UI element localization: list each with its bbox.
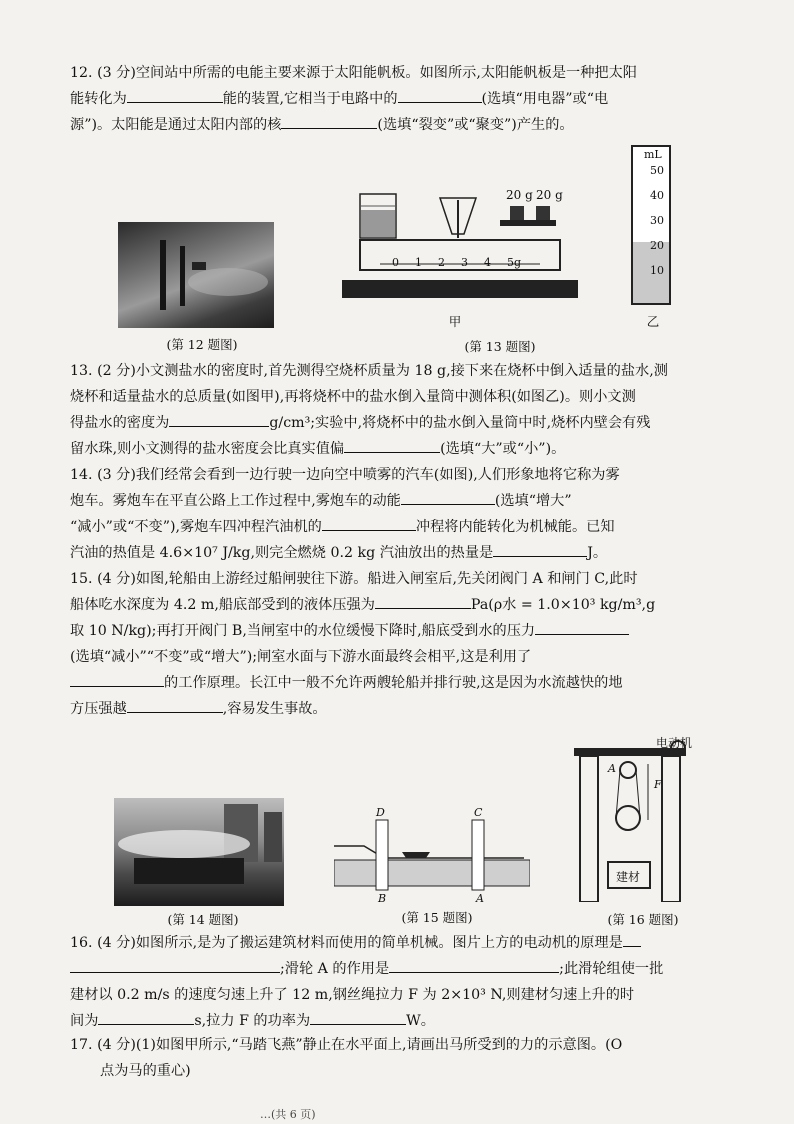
q16-line2 bbox=[70, 956, 760, 982]
q14-line3 bbox=[70, 514, 760, 540]
q15-text: (选填“减小”“不变”或“增大”);闸室水面与下游水面最终会相平,这是利用了 bbox=[70, 649, 532, 665]
q15-line5 bbox=[70, 670, 760, 696]
q12-text: 源”)。太阳能是通过太阳内部的核 bbox=[70, 117, 282, 133]
answer-blank[interactable] bbox=[401, 488, 495, 505]
q14-line2 bbox=[70, 488, 760, 514]
scale-tick: 1 bbox=[415, 256, 422, 269]
q15-text: 方压强越 bbox=[70, 701, 127, 717]
q14-line4 bbox=[70, 540, 760, 566]
q13-line3 bbox=[70, 410, 760, 436]
label-jia: 甲 bbox=[448, 314, 462, 329]
question-13 bbox=[70, 358, 760, 462]
q16-text: ;滑轮 A 的作用是 bbox=[280, 961, 390, 977]
q15-line2 bbox=[70, 592, 760, 618]
q15-line1: 15. (4 分)如图,轮船由上游经过船闸驶往下游。船进入闸室后,先关闭阀门 A 和闸门 C,此时 bbox=[70, 571, 638, 587]
fig14-caption: (第 14 题图) bbox=[167, 912, 239, 927]
q14-text: 冲程将内能转化为机械能。已知 bbox=[415, 519, 615, 535]
q16-line1 bbox=[70, 930, 760, 956]
question-17 bbox=[70, 1032, 760, 1084]
q13-text: 得盐水的密度为 bbox=[70, 415, 170, 431]
q15-text: 船体吃水深度为 4.2 m,船底部受到的液体压强为 bbox=[70, 597, 375, 613]
question-12 bbox=[70, 60, 760, 138]
answer-blank[interactable] bbox=[281, 112, 377, 129]
space-station-photo bbox=[118, 222, 274, 328]
q14-text: J。 bbox=[587, 545, 608, 561]
cylinder-tick: 50 bbox=[650, 164, 664, 177]
q14-line1: 14. (3 分)我们经常会看到一边行驶一边向空中喷雾的汽车(如图),人们形象地将它称为雾 bbox=[70, 467, 620, 483]
answer-blank[interactable] bbox=[398, 86, 482, 103]
ship-lock-figure bbox=[334, 808, 530, 912]
answer-blank[interactable] bbox=[169, 410, 269, 427]
q12-line2 bbox=[70, 86, 760, 112]
q12-text: 能的装置,它相当于电路中的 bbox=[222, 91, 398, 107]
label-yi: 乙 bbox=[646, 314, 660, 329]
pulley-A-label: A bbox=[608, 762, 616, 775]
q15-text: 取 10 N/kg);再打开阀门 B,当闸室中的水位缓慢下降时,船底受到水的压力 bbox=[70, 623, 536, 639]
answer-blank[interactable] bbox=[70, 670, 164, 687]
answer-blank[interactable] bbox=[322, 514, 416, 531]
graduated-cylinder bbox=[628, 142, 674, 312]
q17-line1: 17. (4 分)(1)如图甲所示,“马踏飞燕”静止在水平面上,请画出马所受到的力的示意图。(O bbox=[70, 1037, 623, 1053]
q16-text: 16. (4 分)如图所示,是为了搬运建筑材料而使用的简单机械。图片上方的电动机的原理是 bbox=[70, 935, 623, 951]
answer-blank[interactable] bbox=[493, 540, 587, 557]
load-label: 建材 bbox=[616, 870, 641, 884]
q15-line3 bbox=[70, 618, 760, 644]
cylinder-tick: 20 bbox=[650, 239, 664, 252]
q15-text: ,容易发生事故。 bbox=[222, 701, 327, 717]
answer-blank[interactable] bbox=[310, 1008, 406, 1025]
balance-scale bbox=[392, 256, 521, 269]
q12-line3 bbox=[70, 112, 760, 138]
scale-tick: 5g bbox=[507, 256, 522, 269]
scale-tick: 0 bbox=[392, 256, 399, 269]
answer-blank[interactable] bbox=[127, 696, 223, 713]
fig13-caption: (第 13 题图) bbox=[464, 339, 536, 354]
solar-panel-illustration bbox=[118, 222, 274, 328]
q12-line1: 12. (3 分)空间站中所需的电能主要来源于太阳能帆板。如图所示,太阳能帆板是一种把太阳 bbox=[70, 65, 637, 81]
q13-text: 留水珠,则小文测得的盐水密度会比真实值偏 bbox=[70, 441, 345, 457]
q16-text: W。 bbox=[406, 1013, 435, 1029]
question-15 bbox=[70, 566, 760, 722]
q13-line4 bbox=[70, 436, 760, 462]
q12-text: (选填“用电器”或“电 bbox=[481, 91, 609, 107]
q16-text: s,拉力 F 的功率为 bbox=[194, 1013, 311, 1029]
fig16-caption: (第 16 题图) bbox=[607, 912, 679, 927]
q12-text: 能转化为 bbox=[70, 91, 127, 107]
answer-blank[interactable] bbox=[344, 436, 440, 453]
q13-line2: 烧杯和适量盐水的总质量(如图甲),再将烧杯中的盐水倒入量筒中测体积(如图乙)。则小文测 bbox=[70, 389, 636, 405]
label-D: D bbox=[376, 806, 385, 819]
cylinder-unit: mL bbox=[644, 148, 662, 161]
fig15-caption: (第 15 题图) bbox=[401, 910, 473, 925]
q13-line1: 13. (2 分)小文测盐水的密度时,首先测得空烧杯质量为 18 g,接下来在烧杯中倒入适量的盐水,测 bbox=[70, 363, 668, 379]
question-16 bbox=[70, 930, 760, 1034]
answer-blank[interactable] bbox=[389, 956, 559, 973]
cylinder-tick: 30 bbox=[650, 214, 664, 227]
fog-cannon-truck-photo bbox=[114, 798, 284, 906]
q15-text: Pa(ρ水 = 1.0×10³ kg/m³,g bbox=[470, 597, 656, 613]
answer-blank[interactable] bbox=[127, 86, 223, 103]
answer-blank[interactable] bbox=[98, 1008, 194, 1025]
weight-label-1: 20 g bbox=[506, 188, 533, 202]
q16-line4 bbox=[70, 1008, 760, 1034]
q13-text: (选填“大”或“小”)。 bbox=[440, 441, 566, 457]
q15-text: 的工作原理。长江中一般不允许两艘轮船并排行驶,这是因为水流越快的地 bbox=[164, 675, 623, 691]
q14-text: 炮车。雾炮车在平直公路上工作过程中,雾炮车的动能 bbox=[70, 493, 401, 509]
weight-label-2: 20 g bbox=[536, 188, 563, 202]
cylinder-tick: 10 bbox=[650, 264, 664, 277]
scale-tick: 4 bbox=[484, 256, 491, 269]
q14-text: (选填“增大” bbox=[494, 493, 572, 509]
q13-text: g/cm³;实验中,将烧杯中的盐水倒入量筒中时,烧杯内壁会有残 bbox=[269, 415, 651, 431]
scale-tick: 3 bbox=[461, 256, 468, 269]
hoist-figure bbox=[570, 736, 694, 906]
answer-blank[interactable] bbox=[623, 930, 641, 947]
q14-text: “减小”或“不变”),雾炮车四冲程汽油机的 bbox=[70, 519, 322, 535]
q14-text: 汽油的热值是 4.6×10⁷ J/kg,则完全燃烧 0.2 kg 汽油放出的热量是 bbox=[70, 545, 494, 561]
answer-blank[interactable] bbox=[70, 956, 280, 973]
label-B: B bbox=[378, 892, 387, 905]
page-footer: …(共 6 页) bbox=[260, 1108, 316, 1121]
q15-line6 bbox=[70, 696, 760, 722]
ship-lock-svg bbox=[334, 808, 530, 908]
scale-tick: 2 bbox=[438, 256, 445, 269]
q12-text: (选填“裂变”或“聚变”)产生的。 bbox=[377, 117, 574, 133]
question-14 bbox=[70, 462, 760, 566]
q16-text: 间为 bbox=[70, 1013, 99, 1029]
q17-line2: 点为马的重心) bbox=[100, 1063, 191, 1079]
force-F-label: F bbox=[654, 778, 662, 791]
balance-figure bbox=[340, 180, 580, 314]
answer-blank[interactable] bbox=[535, 618, 629, 635]
fig12-caption: (第 12 题图) bbox=[166, 337, 238, 352]
label-A: A bbox=[476, 892, 484, 905]
cylinder-tick: 40 bbox=[650, 189, 664, 202]
answer-blank[interactable] bbox=[375, 592, 471, 609]
truck-illustration bbox=[114, 798, 284, 906]
q15-line4 bbox=[70, 644, 760, 670]
label-C: C bbox=[474, 806, 483, 819]
motor-label: 电动机 bbox=[656, 736, 693, 750]
q16-text: ;此滑轮组使一批 bbox=[559, 961, 664, 977]
q16-line3: 建材以 0.2 m/s 的速度匀速上升了 12 m,钢丝绳拉力 F 为 2×10³ N,则建材匀速上升的时 bbox=[70, 987, 635, 1003]
